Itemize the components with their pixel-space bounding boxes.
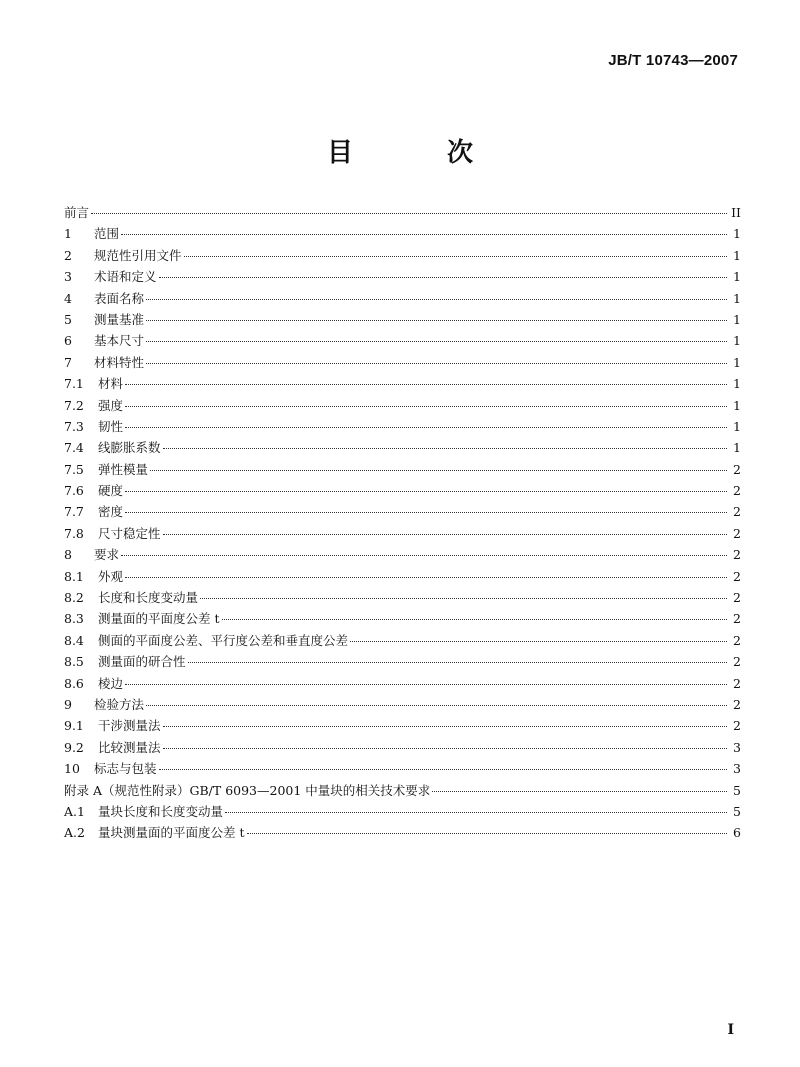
toc-entry-label: 外观 (98, 568, 124, 584)
toc-entry-label: 标志与包装 (94, 761, 157, 777)
toc-entry-number: 6 (64, 333, 72, 349)
toc-entry[interactable] (64, 373, 741, 394)
toc-entry[interactable] (64, 694, 741, 715)
toc-entry-page: 2 (733, 696, 741, 712)
toc-leader-dots (163, 747, 727, 749)
toc-entry-number: 9 (64, 696, 72, 712)
toc-entry-page: 6 (733, 825, 741, 841)
toc-entry-page: 2 (733, 461, 741, 477)
toc-entry-label: 侧面的平面度公差、平行度公差和垂直度公差 (98, 632, 349, 648)
toc-entry-page: 1 (733, 440, 741, 456)
toc-entry-label: 要求 (94, 547, 120, 563)
toc-leader-dots (125, 511, 727, 513)
toc-entry-page: 1 (733, 311, 741, 327)
toc-entry-page: 3 (733, 761, 741, 777)
toc-entry[interactable] (64, 737, 741, 758)
toc-leader-dots (125, 426, 727, 428)
toc-entry-page: 1 (733, 376, 741, 392)
toc-leader-dots (432, 790, 727, 792)
toc-entry[interactable] (64, 223, 741, 244)
toc-entry-label: 比较测量法 (98, 739, 161, 755)
toc-leader-dots (121, 233, 727, 235)
toc-entry-number: 3 (64, 269, 72, 285)
toc-entry-number: 7.3 (64, 418, 84, 434)
toc-entry-number: 5 (64, 311, 72, 327)
toc-entry-label: 量块长度和长度变动量 (98, 803, 224, 819)
toc-entry-number: 8.3 (64, 611, 84, 627)
toc-leader-dots (125, 383, 727, 385)
toc-entry[interactable] (64, 416, 741, 437)
toc-entry-number: 7.4 (64, 440, 84, 456)
toc-entry-page: 1 (733, 397, 741, 413)
toc-entry-number: 7 (64, 354, 72, 370)
toc-entry[interactable] (64, 288, 741, 309)
toc-entry-page: 2 (733, 504, 741, 520)
toc-entry-label: 术语和定义 (94, 269, 157, 285)
toc-entry-label: 前言 (64, 205, 90, 220)
toc-entry-number: 7.7 (64, 504, 84, 520)
toc-entry-label: 材料特性 (94, 354, 145, 370)
toc-entry-label: 范围 (94, 226, 120, 242)
toc-entry-page: 2 (733, 568, 741, 584)
toc-entry[interactable] (64, 202, 741, 223)
toc-entry-label: 基本尺寸 (94, 333, 145, 349)
toc-leader-dots (146, 319, 727, 321)
toc-entry-label: 测量基准 (94, 311, 145, 327)
table-of-contents (64, 202, 741, 844)
toc-entry-number: 8.6 (64, 675, 84, 691)
toc-entry-number: A.2 (64, 825, 85, 841)
toc-leader-dots (146, 298, 727, 300)
toc-entry[interactable] (64, 715, 741, 736)
toc-entry-number: 10 (64, 761, 80, 777)
toc-entry-label: 规范性引用文件 (94, 247, 182, 263)
toc-entry[interactable] (64, 309, 741, 330)
toc-entry-label: 量块测量面的平面度公差 t (98, 825, 245, 841)
toc-leader-dots (225, 811, 727, 813)
toc-entry[interactable] (64, 822, 741, 843)
toc-entry-label: 强度 (98, 397, 124, 413)
toc-entry-page: 2 (733, 547, 741, 563)
toc-entry-page: 2 (733, 590, 741, 606)
toc-entry-number: 9.2 (64, 739, 84, 755)
toc-entry-number: A.1 (64, 803, 85, 819)
toc-leader-dots (159, 276, 727, 278)
toc-entry-number: 4 (64, 290, 72, 306)
toc-entry-number: 8.1 (64, 568, 84, 584)
toc-entry-label: 材料 (98, 376, 124, 392)
toc-entry-page: 2 (733, 654, 741, 670)
toc-entry-number: 7.8 (64, 525, 84, 541)
toc-entry-number: 8.5 (64, 654, 84, 670)
toc-entry-number: 9.1 (64, 718, 84, 734)
toc-entry-label: 干涉测量法 (98, 718, 161, 734)
toc-entry-label: 棱边 (98, 675, 124, 691)
toc-entry[interactable] (64, 801, 741, 822)
toc-leader-dots (146, 704, 727, 706)
toc-entry-number: 7.6 (64, 483, 84, 499)
toc-entry-page: 5 (733, 782, 741, 798)
toc-entry-page: 2 (733, 632, 741, 648)
toc-entry[interactable] (64, 501, 741, 522)
toc-entry-page: 1 (733, 333, 741, 349)
toc-entry-number: 2 (64, 247, 72, 263)
toc-entry-label: 附录 A（规范性附录）GB/T 6093—2001 中量块的相关技术要求 (64, 782, 431, 798)
toc-entry[interactable] (64, 330, 741, 351)
toc-entry-page: 5 (733, 803, 741, 819)
toc-entry[interactable] (64, 523, 741, 544)
toc-entry-page: 3 (733, 739, 741, 755)
toc-leader-dots (200, 597, 727, 599)
toc-leader-dots (125, 490, 727, 492)
toc-entry-page: 1 (733, 418, 741, 434)
toc-entry[interactable] (64, 395, 741, 416)
toc-leader-dots (163, 725, 727, 727)
document-code: JB/T 10743—2007 (608, 52, 738, 69)
toc-leader-dots (146, 340, 727, 342)
toc-leader-dots (163, 447, 727, 449)
toc-entry[interactable] (64, 480, 741, 501)
toc-entry[interactable] (64, 266, 741, 287)
toc-entry-page: 2 (733, 611, 741, 627)
toc-entry-label: 检验方法 (94, 696, 145, 712)
page-title: 目 次 (326, 138, 507, 168)
toc-entry-page: 1 (733, 226, 741, 242)
toc-entry[interactable] (64, 566, 741, 587)
toc-entry[interactable] (64, 630, 741, 651)
toc-entry[interactable] (64, 437, 741, 458)
toc-leader-dots (184, 255, 727, 257)
toc-leader-dots (125, 576, 727, 578)
toc-entry-label: 韧性 (98, 418, 124, 434)
toc-leader-dots (350, 640, 727, 642)
toc-entry[interactable] (64, 544, 741, 565)
toc-entry-label: 测量面的研合性 (98, 654, 186, 670)
toc-entry-number: 1 (64, 226, 72, 242)
toc-entry[interactable] (64, 758, 741, 779)
toc-entry[interactable] (64, 651, 741, 672)
toc-leader-dots (163, 533, 727, 535)
toc-leader-dots (121, 554, 727, 556)
toc-entry[interactable] (64, 352, 741, 373)
toc-entry-label: 尺寸稳定性 (98, 525, 161, 541)
toc-entry-number: 7.2 (64, 397, 84, 413)
toc-leader-dots (159, 768, 727, 770)
toc-entry-page: 1 (733, 354, 741, 370)
toc-entry-number: 8 (64, 547, 72, 563)
toc-entry-page: 1 (733, 290, 741, 306)
toc-entry[interactable] (64, 673, 741, 694)
toc-entry-page: 2 (733, 675, 741, 691)
toc-entry-number: 8.4 (64, 632, 84, 648)
page-number: I (727, 1022, 734, 1038)
toc-entry-label: 硬度 (98, 483, 124, 499)
toc-entry-label: 线膨胀系数 (98, 440, 161, 456)
toc-leader-dots (91, 212, 727, 214)
toc-entry-page: 2 (733, 718, 741, 734)
toc-entry-number: 7.1 (64, 376, 84, 392)
toc-leader-dots (125, 405, 727, 407)
toc-entry-page: 1 (733, 247, 741, 263)
toc-entry[interactable] (64, 587, 741, 608)
toc-entry-page: 2 (733, 483, 741, 499)
toc-leader-dots (247, 832, 728, 834)
toc-leader-dots (146, 362, 727, 364)
toc-entry-number: 8.2 (64, 590, 84, 606)
toc-entry[interactable] (64, 245, 741, 266)
toc-entry-label: 测量面的平面度公差 t (98, 611, 220, 627)
toc-entry-label: 密度 (98, 504, 124, 520)
toc-entry-label: 长度和长度变动量 (98, 590, 199, 606)
toc-leader-dots (125, 683, 727, 685)
toc-entry-page: 2 (733, 525, 741, 541)
toc-entry[interactable] (64, 608, 741, 629)
toc-entry-page: II (731, 205, 741, 220)
toc-entry[interactable] (64, 459, 741, 480)
toc-leader-dots (150, 469, 727, 471)
toc-entry-number: 7.5 (64, 461, 84, 477)
toc-entry-label: 表面名称 (94, 290, 145, 306)
toc-entry-label: 弹性模量 (98, 461, 149, 477)
toc-entry-page: 1 (733, 269, 741, 285)
toc-leader-dots (222, 618, 728, 620)
toc-leader-dots (188, 661, 727, 663)
toc-entry[interactable] (64, 780, 741, 801)
